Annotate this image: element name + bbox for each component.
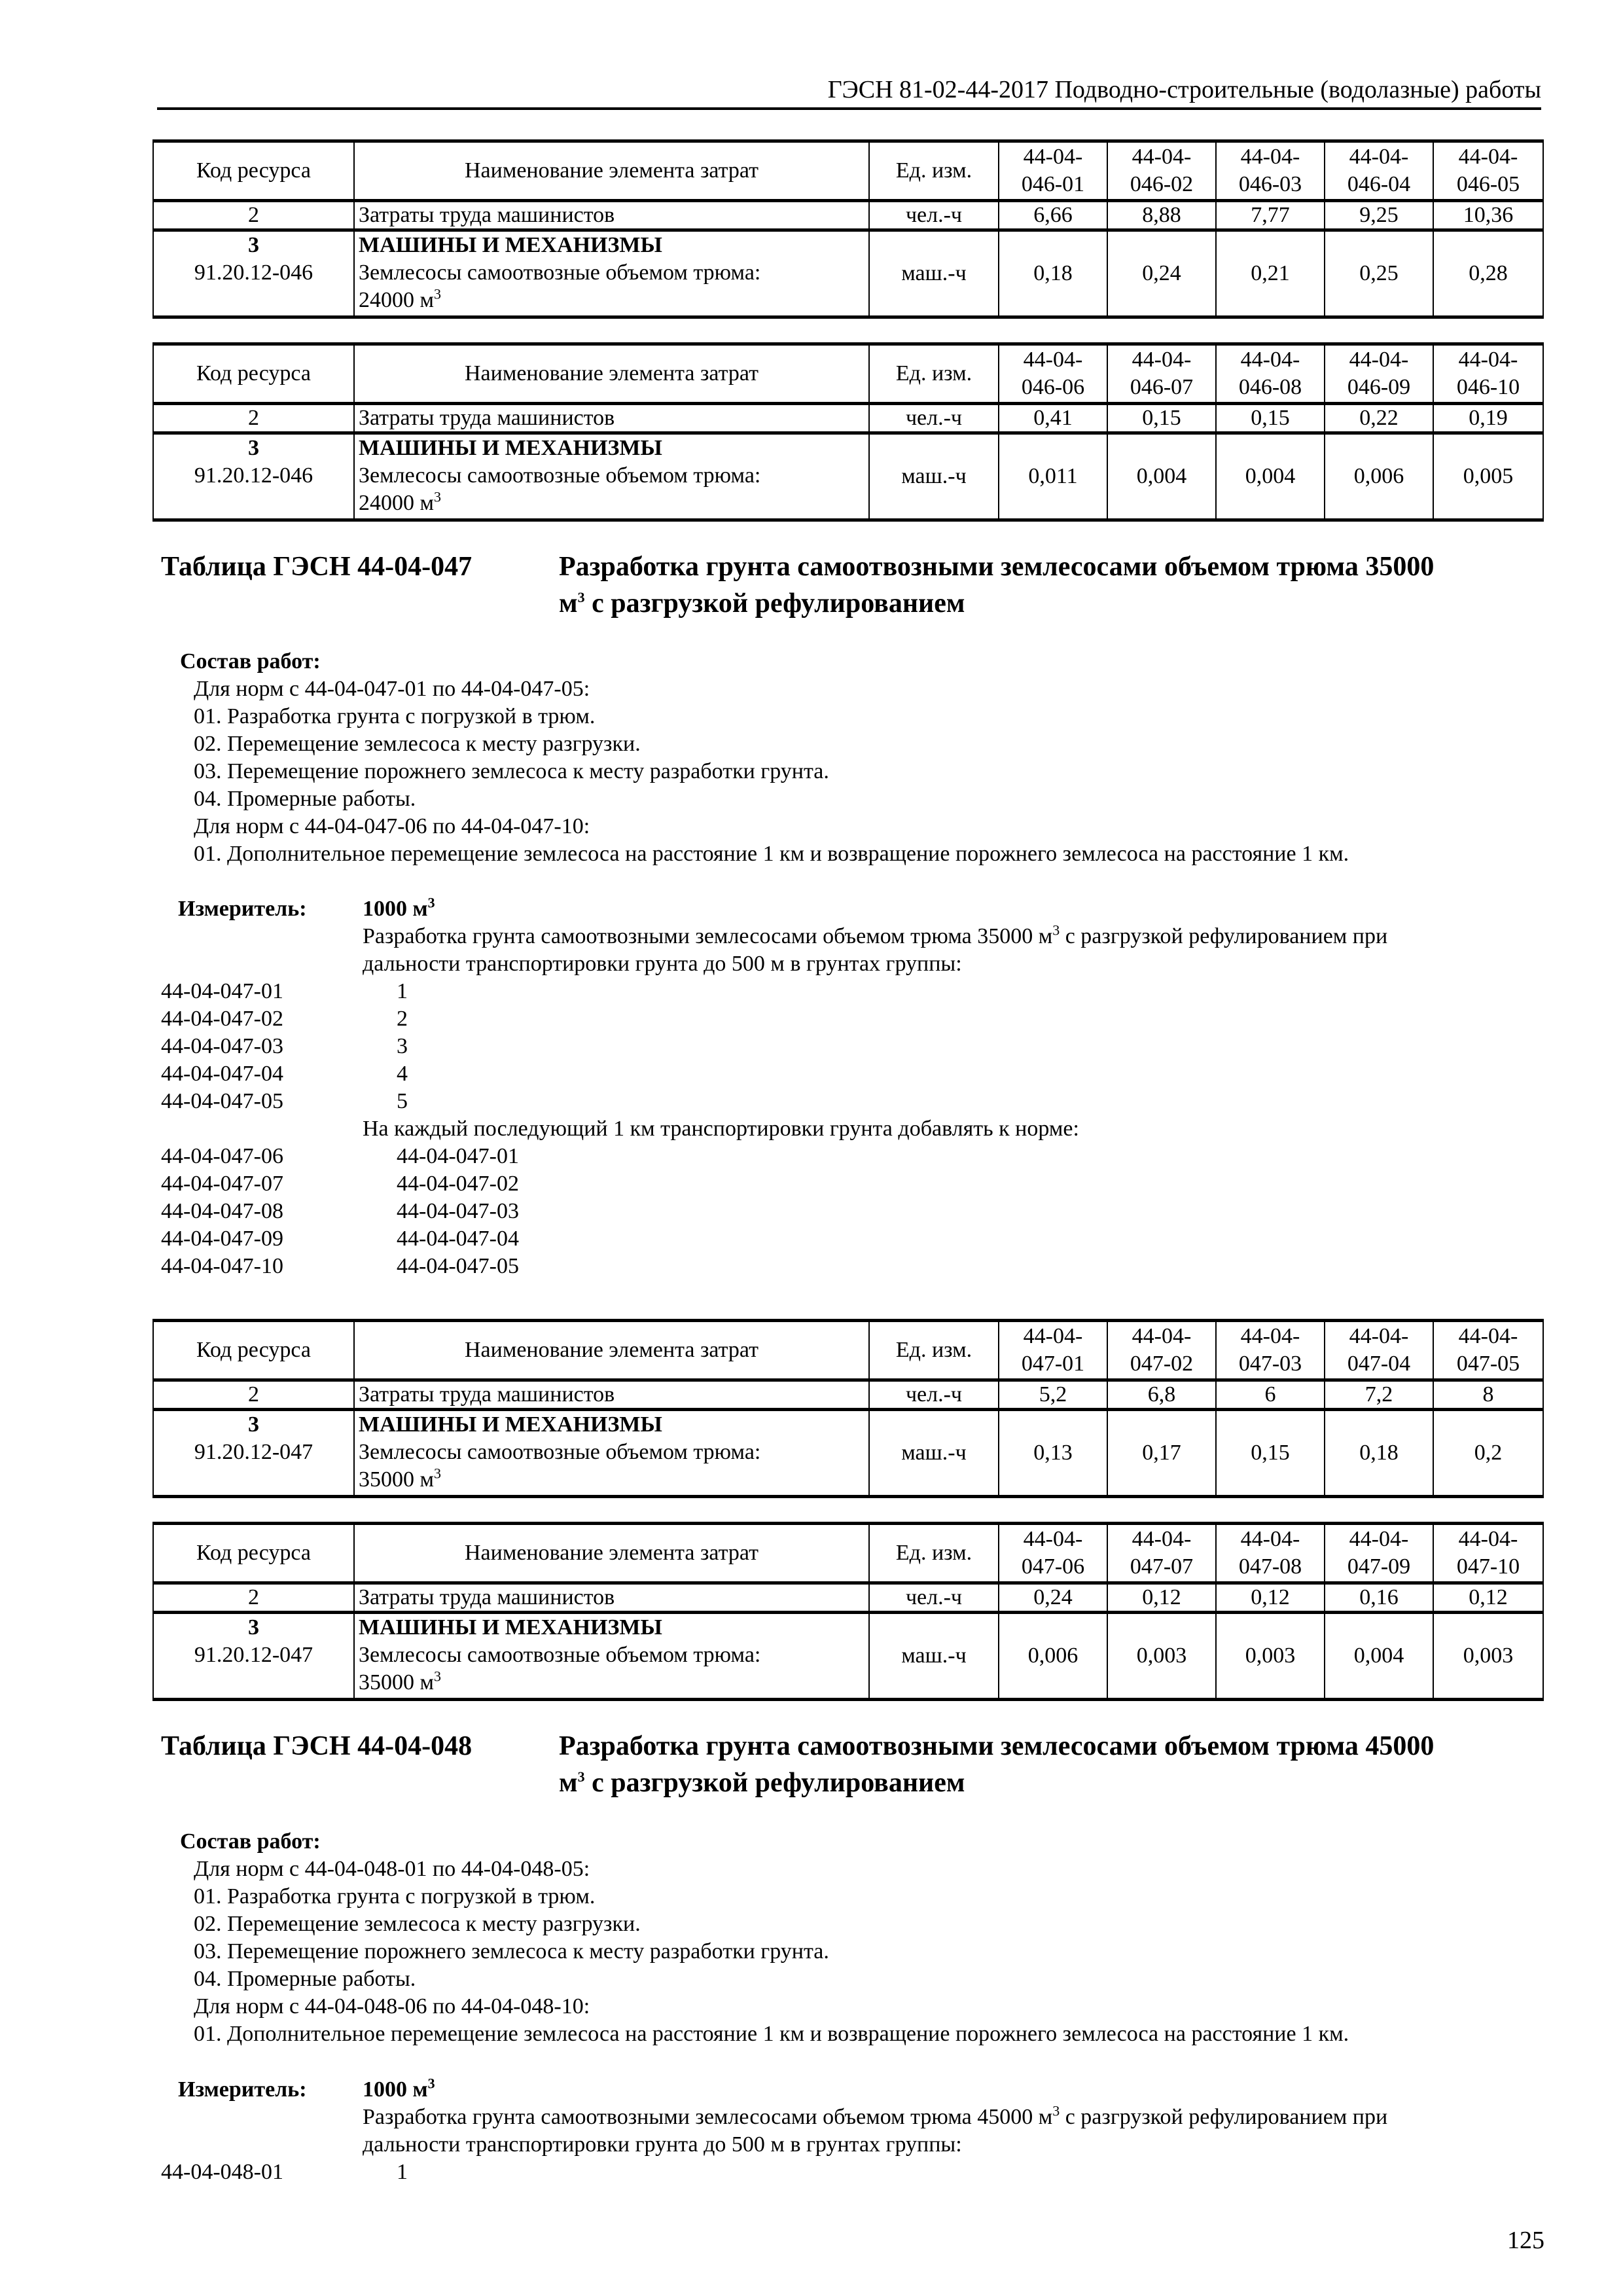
norm-value: 44-04-047-03: [397, 1199, 519, 1223]
meter-label: Измеритель:: [178, 897, 307, 921]
cell-value: 0,011: [999, 433, 1107, 520]
col-norm-header: 44-04- 046-10: [1433, 344, 1543, 404]
work-line: 04. Промерные работы.: [194, 787, 416, 811]
cell-value: 0,12: [1433, 1583, 1543, 1613]
cell-name: МАШИНЫ И МЕХАНИЗМЫ Землесосы самоотвозные объемом трюма: 24000 $м^3$: [354, 433, 869, 520]
cell-value: 0,006: [999, 1613, 1107, 1700]
table-row-machines: [153, 1613, 1543, 1700]
cell-value: 0,17: [1107, 1410, 1216, 1497]
cell-value: 0,004: [1107, 433, 1216, 520]
col-norm-header: 44-04- 047-01: [999, 1321, 1107, 1380]
col-code-header: Код ресурса: [153, 1524, 354, 1583]
table-row-machines: [153, 433, 1543, 520]
norm-value: 1: [397, 979, 408, 1003]
col-norm-header: 44-04- 046-06: [999, 344, 1107, 404]
cell-value: 0,003: [1216, 1613, 1325, 1700]
cell-value: 0,006: [1325, 433, 1433, 520]
norm-value: 44-04-047-02: [397, 1172, 519, 1196]
resource-table-4: [152, 1522, 1544, 1701]
col-name-header: Наименование элемента затрат: [354, 141, 869, 201]
table-row-machines: [153, 1410, 1543, 1497]
norm-code: 44-04-047-08: [161, 1199, 283, 1223]
work-line: 04. Промерные работы.: [194, 1967, 416, 1991]
norm-code: 44-04-047-09: [161, 1227, 283, 1251]
norm-code: 44-04-047-04: [161, 1062, 283, 1086]
cell-value: 0,003: [1107, 1613, 1216, 1700]
table-label: Таблица ГЭСН 44-04-048: [161, 1731, 473, 1761]
col-norm-header: 44-04- 047-04: [1325, 1321, 1433, 1380]
cell-value: 0,12: [1107, 1583, 1216, 1613]
cell-name: МАШИНЫ И МЕХАНИЗМЫ Землесосы самоотвозные объемом трюма: 24000 $м^3$: [354, 230, 869, 317]
cell-value: 10,36: [1433, 201, 1543, 230]
work-line: 02. Перемещение землесоса к месту разгрузки.: [194, 1912, 641, 1936]
col-name-header: Наименование элемента затрат: [354, 344, 869, 404]
extra-note: На каждый последующий 1 км транспортировки грунта добавлять к норме:: [363, 1117, 1079, 1141]
meter-description: дальности транспортировки грунта до 500 м в грунтах группы:: [363, 952, 962, 976]
cell-name: Затраты труда машинистов: [354, 1380, 869, 1410]
cell-value: 9,25: [1325, 201, 1433, 230]
cell-unit: маш.-ч: [869, 1613, 999, 1700]
cell-unit: чел.-ч: [869, 404, 999, 433]
cell-value: 0,18: [1325, 1410, 1433, 1497]
cell-value: 0,24: [999, 1583, 1107, 1613]
col-name-header: Наименование элемента затрат: [354, 1524, 869, 1583]
work-heading: Состав работ:: [180, 649, 321, 673]
meter-label: Измеритель:: [178, 2077, 307, 2102]
col-name-header: Наименование элемента затрат: [354, 1321, 869, 1380]
work-line: 03. Перемещение порожнего землесоса к месту разработки грунта.: [194, 759, 829, 783]
running-header: ГЭСН 81-02-44-2017 Подводно-строительные (водолазные) работы: [157, 72, 1541, 110]
col-norm-header: 44-04- 046-03: [1216, 141, 1325, 201]
work-line: 01. Разработка грунта с погрузкой в трюм.: [194, 704, 596, 728]
cell-unit: маш.-ч: [869, 433, 999, 520]
col-norm-header: 44-04- 047-07: [1107, 1524, 1216, 1583]
cell-value: 0,004: [1325, 1613, 1433, 1700]
cell-value: 0,24: [1107, 230, 1216, 317]
cell-code: 3 91.20.12-047: [153, 1613, 354, 1700]
norm-value: 1: [397, 2160, 408, 2184]
work-line: 02. Перемещение землесоса к месту разгрузки.: [194, 732, 641, 756]
cell-value: 0,003: [1433, 1613, 1543, 1700]
cell-value: 0,15: [1216, 1410, 1325, 1497]
norm-value: 4: [397, 1062, 408, 1086]
cell-code: 2: [153, 1583, 354, 1613]
col-code-header: Код ресурса: [153, 1321, 354, 1380]
work-line: Для норм с 44-04-047-01 по 44-04-047-05:: [194, 677, 590, 701]
cell-value: 7,2: [1325, 1380, 1433, 1410]
meter-value: 1000 $м^3$: [363, 894, 435, 921]
table-row-machines: [153, 230, 1543, 317]
cell-value: 0,15: [1216, 404, 1325, 433]
work-line: Для норм с 44-04-048-01 по 44-04-048-05:: [194, 1857, 590, 1881]
work-line: 01. Дополнительное перемещение землесоса на расстояние 1 км и возвращение порожнего землесоса на расстояние 1 км.: [194, 842, 1349, 866]
col-norm-header: 44-04- 047-05: [1433, 1321, 1543, 1380]
meter-description: Разработка грунта самоотвозными землесосами объемом трюма 45000 $м^3$ с разгрузкой рефулированием при: [363, 2102, 1388, 2129]
col-norm-header: 44-04- 047-02: [1107, 1321, 1216, 1380]
cell-value: 0,18: [999, 230, 1107, 317]
col-norm-header: 44-04- 047-09: [1325, 1524, 1433, 1583]
norm-code: 44-04-047-02: [161, 1007, 283, 1031]
cell-value: 6: [1216, 1380, 1325, 1410]
resource-table-3: [152, 1319, 1544, 1498]
cell-value: 0,21: [1216, 230, 1325, 317]
col-norm-header: 44-04- 047-10: [1433, 1524, 1543, 1583]
col-norm-header: 44-04- 047-08: [1216, 1524, 1325, 1583]
cell-value: 0,2: [1433, 1410, 1543, 1497]
meter-value: 1000 $м^3$: [363, 2075, 435, 2102]
cell-unit: чел.-ч: [869, 1380, 999, 1410]
cell-value: 0,25: [1325, 230, 1433, 317]
cell-unit: маш.-ч: [869, 1410, 999, 1497]
norm-code: 44-04-047-03: [161, 1034, 283, 1058]
norm-code: 44-04-047-07: [161, 1172, 283, 1196]
norm-value: 3: [397, 1034, 408, 1058]
col-norm-header: 44-04- 047-06: [999, 1524, 1107, 1583]
cell-code: 3 91.20.12-046: [153, 230, 354, 317]
cell-code: 3 91.20.12-046: [153, 433, 354, 520]
norm-code: 44-04-047-01: [161, 979, 283, 1003]
norm-value: 44-04-047-04: [397, 1227, 519, 1251]
cell-name: МАШИНЫ И МЕХАНИЗМЫ Землесосы самоотвозные объемом трюма: 35000 $м^3$: [354, 1613, 869, 1700]
cell-value: 0,12: [1216, 1583, 1325, 1613]
table-row-labor: [153, 404, 1543, 433]
cell-value: 8: [1433, 1380, 1543, 1410]
cell-value: 0,16: [1325, 1583, 1433, 1613]
norm-code: 44-04-048-01: [161, 2160, 283, 2184]
section-title-048: [161, 1728, 1548, 1806]
col-norm-header: 44-04- 046-09: [1325, 344, 1433, 404]
table-title: Разработка грунта самоотвозными землесосами объемом трюма 45000 $м^3$ с разгрузкой рефулированием: [559, 1731, 1435, 1798]
cell-name: Затраты труда машинистов: [354, 404, 869, 433]
col-code-header: Код ресурса: [153, 141, 354, 201]
col-unit-header: Ед. изм.: [869, 1524, 999, 1583]
cell-value: 0,13: [999, 1410, 1107, 1497]
resource-table-1: [152, 139, 1544, 319]
table-header-row: [153, 1321, 1543, 1380]
work-line: Для норм с 44-04-048-06 по 44-04-048-10:: [194, 1994, 590, 2018]
cell-unit: чел.-ч: [869, 201, 999, 230]
work-line: 01. Разработка грунта с погрузкой в трюм.: [194, 1884, 596, 1909]
norm-value: 44-04-047-01: [397, 1144, 519, 1168]
col-unit-header: Ед. изм.: [869, 344, 999, 404]
col-norm-header: 44-04- 046-07: [1107, 344, 1216, 404]
table-header-row: [153, 1524, 1543, 1583]
norm-code: 44-04-047-06: [161, 1144, 283, 1168]
cell-name: Затраты труда машинистов: [354, 1583, 869, 1613]
cell-code: 2: [153, 1380, 354, 1410]
cell-value: 7,77: [1216, 201, 1325, 230]
cell-value: 0,41: [999, 404, 1107, 433]
col-norm-header: 44-04- 046-05: [1433, 141, 1543, 201]
col-norm-header: 44-04- 047-03: [1216, 1321, 1325, 1380]
cell-value: 5,2: [999, 1380, 1107, 1410]
norm-value: 2: [397, 1007, 408, 1031]
norm-value: 44-04-047-05: [397, 1254, 519, 1278]
col-norm-header: 44-04- 046-04: [1325, 141, 1433, 201]
page-number: 125: [1507, 2227, 1544, 2254]
work-line: 01. Дополнительное перемещение землесоса на расстояние 1 км и возвращение порожнего землесоса на расстояние 1 км.: [194, 2022, 1349, 2046]
resource-table-2: [152, 342, 1544, 522]
norm-code: 44-04-047-05: [161, 1089, 283, 1113]
col-unit-header: Ед. изм.: [869, 1321, 999, 1380]
cell-unit: маш.-ч: [869, 230, 999, 317]
cell-code: 2: [153, 201, 354, 230]
cell-unit: чел.-ч: [869, 1583, 999, 1613]
norm-code: 44-04-047-10: [161, 1254, 283, 1278]
cell-value: 0,19: [1433, 404, 1543, 433]
cell-name: МАШИНЫ И МЕХАНИЗМЫ Землесосы самоотвозные объемом трюма: 35000 $м^3$: [354, 1410, 869, 1497]
table-title: Разработка грунта самоотвозными землесосами объемом трюма 35000 $м^3$ с разгрузкой рефулированием: [559, 552, 1435, 619]
table-row-labor: [153, 201, 1543, 230]
col-norm-header: 44-04- 046-08: [1216, 344, 1325, 404]
cell-value: 0,28: [1433, 230, 1543, 317]
cell-name: Затраты труда машинистов: [354, 201, 869, 230]
col-norm-header: 44-04- 046-01: [999, 141, 1107, 201]
col-unit-header: Ед. изм.: [869, 141, 999, 201]
table-header-row: [153, 344, 1543, 404]
work-line: Для норм с 44-04-047-06 по 44-04-047-10:: [194, 814, 590, 838]
cell-value: 6,66: [999, 201, 1107, 230]
cell-code: 3 91.20.12-047: [153, 1410, 354, 1497]
table-header-row: [153, 141, 1543, 201]
table-row-labor: [153, 1380, 1543, 1410]
meter-description: Разработка грунта самоотвозными землесосами объемом трюма 35000 $м^3$ с разгрузкой рефулированием при: [363, 922, 1388, 948]
norm-value: 5: [397, 1089, 408, 1113]
cell-value: 6,8: [1107, 1380, 1216, 1410]
cell-value: 8,88: [1107, 201, 1216, 230]
cell-value: 0,004: [1216, 433, 1325, 520]
cell-value: 0,15: [1107, 404, 1216, 433]
col-norm-header: 44-04- 046-02: [1107, 141, 1216, 201]
work-heading: Состав работ:: [180, 1829, 321, 1854]
section-title-047: [161, 548, 1548, 627]
col-code-header: Код ресурса: [153, 344, 354, 404]
meter-description: дальности транспортировки грунта до 500 м в грунтах группы:: [363, 2132, 962, 2157]
table-label: Таблица ГЭСН 44-04-047: [161, 552, 473, 582]
cell-value: 0,22: [1325, 404, 1433, 433]
cell-code: 2: [153, 404, 354, 433]
work-line: 03. Перемещение порожнего землесоса к месту разработки грунта.: [194, 1939, 829, 1964]
cell-value: 0,005: [1433, 433, 1543, 520]
table-row-labor: [153, 1583, 1543, 1613]
